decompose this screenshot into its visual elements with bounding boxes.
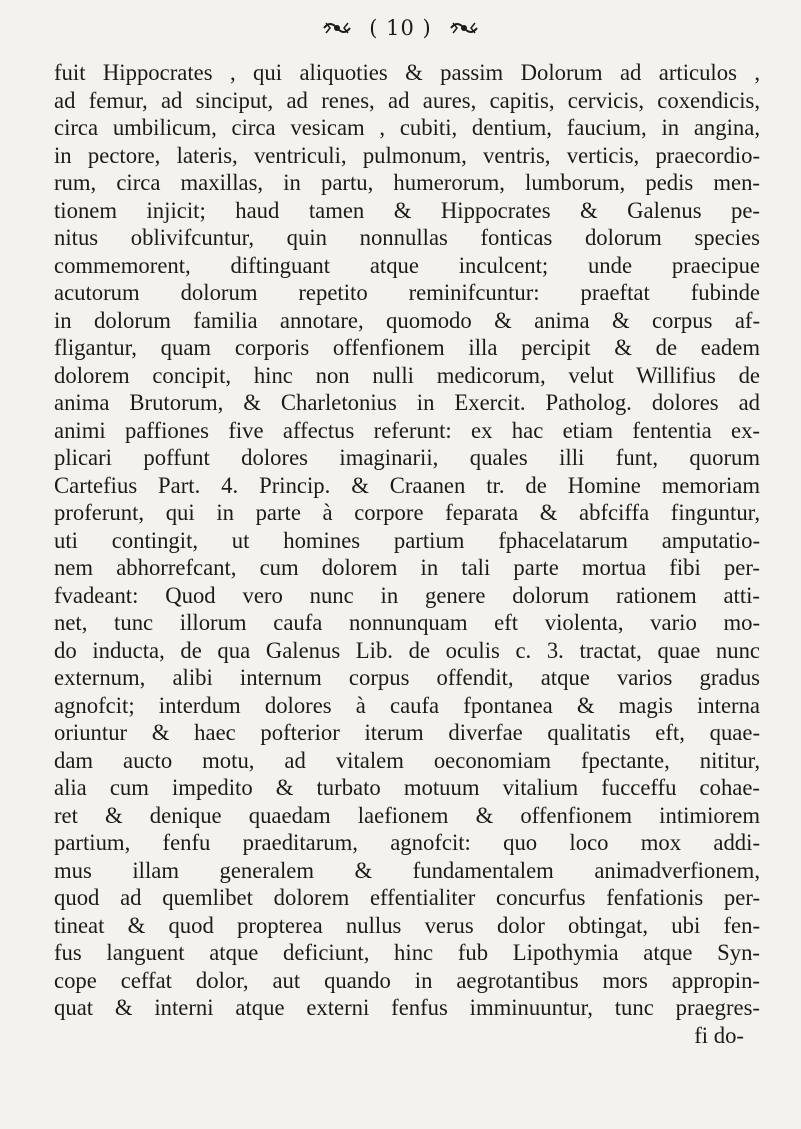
text-line: fus languent atque deficiunt, hinc fub Lipothymia atque Syn-: [54, 940, 760, 965]
catchword: fi do-: [694, 1022, 744, 1048]
right-ornament-icon: [449, 18, 479, 38]
text-line: fligantur, quam corporis offenfionem illa percipit & de eadem: [54, 335, 760, 360]
catchword-line: [54, 1022, 760, 1050]
text-line: Cartefius Part. 4. Princip. & Craanen tr. de Homine memoriam: [54, 472, 760, 498]
text-line: plicari poffunt dolores imaginarii, quales illi funt, quorum: [54, 445, 760, 470]
text-line: rum, circa maxillas, in partu, humerorum, lumborum, pedis men-: [54, 170, 760, 195]
text-line: partium, fenfu praeditarum, agnofcit: quo loco mox addi-: [54, 830, 760, 855]
text-line: tionem injicit; haud tamen & Hippocrates & Galenus pe-: [54, 197, 760, 223]
text-line: oriuntur & haec pofterior iterum diverfae qualitatis eft, quae-: [54, 720, 760, 745]
text-line: acutorum dolorum repetito reminifcuntur: praeftat fubinde: [54, 280, 760, 305]
text-line: in dolorum familia annotare, quomodo & anima & corpus af-: [54, 307, 760, 333]
text-line: ad femur, ad sinciput, ad renes, ad aures, capitis, cervicis, coxendicis,: [54, 87, 760, 113]
text-line: commemorent, diftinguant atque inculcent; unde praecipue: [54, 252, 760, 278]
text-line: nitus oblivifcuntur, quin nonnullas fonticas dolorum species: [54, 225, 760, 250]
text-line: do inducta, de qua Galenus Lib. de oculis c. 3. tractat, quae nunc: [54, 637, 760, 663]
text-line: circa umbilicum, circa vesicam , cubiti, dentium, faucium, in angina,: [54, 115, 760, 140]
text-line: dam aucto motu, ad vitalem oeconomiam fpectante, nititur,: [54, 747, 760, 773]
text-line: cope ceffat dolor, aut quando in aegrotantibus mors appropin-: [54, 967, 760, 993]
page-header: [0, 14, 801, 40]
text-line: in pectore, lateris, ventriculi, pulmonum, ventris, verticis, praecordio-: [54, 142, 760, 168]
text-line: externum, alibi internum corpus offendit, atque varios gradus: [54, 665, 760, 690]
text-line: proferunt, qui in parte à corpore feparata & abfciffa finguntur,: [54, 500, 760, 525]
text-line: alia cum impedito & turbato motuum vitalium fucceffu cohae-: [54, 775, 760, 800]
text-line: agnofcit; interdum dolores à caufa fpontanea & magis interna: [54, 692, 760, 718]
text-line: quod ad quemlibet dolorem effentialiter concurfus fenfationis per-: [54, 885, 760, 910]
text-line: mus illam generalem & fundamentalem animadverfionem,: [54, 857, 760, 883]
text-line: tineat & quod propterea nullus verus dolor obtingat, ubi fen-: [54, 912, 760, 938]
text-line: fuit Hippocrates , qui aliquoties & passim Dolorum ad articulos ,: [54, 60, 760, 85]
page-number: ( 10 ): [369, 15, 432, 40]
text-line: quat & interni atque externi fenfus imminuuntur, tunc praegres-: [54, 995, 760, 1020]
text-line: anima Brutorum, & Charletonius in Exercit. Patholog. dolores ad: [54, 390, 760, 415]
text-line: nem abhorrefcant, cum dolorem in tali parte mortua fibi per-: [54, 555, 760, 580]
left-ornament-icon: [322, 18, 352, 38]
text-line: fvadeant: Quod vero nunc in genere dolorum rationem atti-: [54, 582, 760, 608]
text-body: [54, 59, 760, 1049]
text-line: ret & denique quaedam laefionem & offenfionem intimiorem: [54, 802, 760, 828]
text-line: dolorem concipit, hinc non nulli medicorum, velut Willifius de: [54, 362, 760, 388]
text-line: animi paffiones five affectus referunt: ex hac etiam fententia ex-: [54, 417, 760, 443]
text-line: net, tunc illorum caufa nonnunquam eft violenta, vario mo-: [54, 610, 760, 635]
text-line: uti contingit, ut homines partium fphacelatarum amputatio-: [54, 527, 760, 553]
